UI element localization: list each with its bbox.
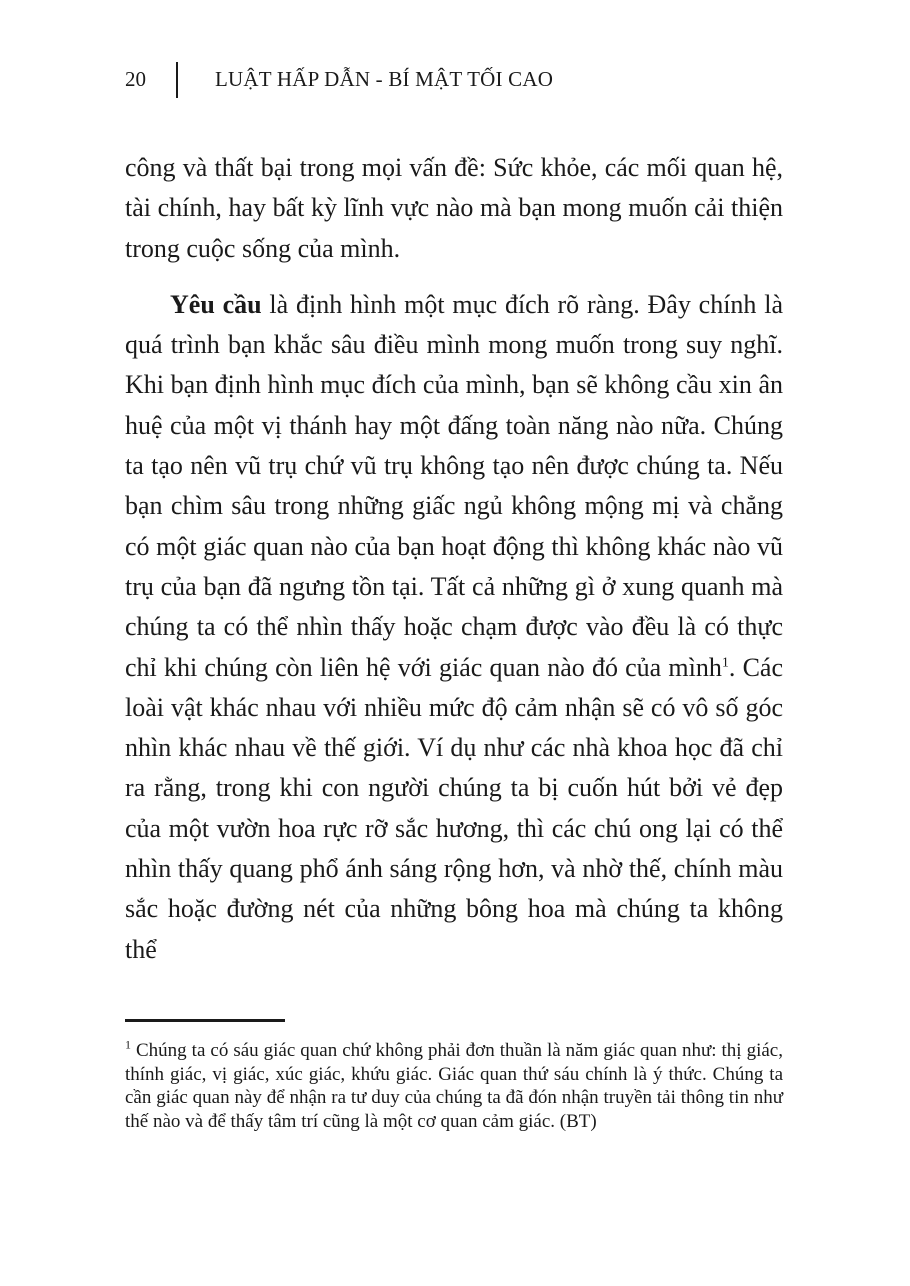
paragraph-text-before-ref: là định hình một mục đích rõ ràng. Đây chính là quá trình bạn khắc sâu điều mình mong muốn trong suy nghĩ. Khi bạn định hình mục đích của mình, bạn sẽ không cầu xin ân huệ của một vị thánh hay một đấng toàn năng nào nữa. Chúng ta tạo nên vũ trụ chứ vũ trụ không tạo nên được chúng ta. Nếu bạn chìm sâu trong những giấc ngủ không mộng mị và chẳng có một giác quan nào của bạn hoạt động thì không khác nào vũ trụ của bạn đã ngưng tồn tại. Tất cả những gì ở xung quanh mà chúng ta có thể nhìn thấy hoặc chạm được vào đều là có thực chỉ khi chúng còn liên hệ với giác quan nào đó của mình [125, 289, 784, 682]
body-text [125, 148, 783, 970]
running-title: LUẬT HẤP DẪN - BÍ MẬT TỐI CAO [215, 67, 554, 91]
page-number: 20 [125, 67, 146, 91]
footnote-marker: 1 [125, 1037, 131, 1052]
bold-term: Yêu cầu [170, 289, 262, 319]
paragraph-request [125, 285, 783, 970]
header-divider [176, 62, 178, 98]
footnote-separator [125, 1019, 285, 1022]
paragraph-text-after-ref: . Các loài vật khác nhau với nhiều mức độ cảm nhận sẽ có vô số góc nhìn khác nhau về thế giới. Ví dụ như các nhà khoa học đã chỉ ra rằng, trong khi con người chúng ta bị cuốn hút bởi vẻ đẹp của một vườn hoa rực rỡ sắc hương, thì các chú ong lại có thể nhìn thấy quang phổ ánh sáng rộng hơn, và nhờ thế, chính màu sắc hoặc đường nét của những bông hoa mà chúng ta không thể [125, 652, 783, 964]
footnote-text: Chúng ta có sáu giác quan chứ không phải đơn thuần là năm giác quan như: thị giác, thính giác, vị giác, xúc giác, khứu giác. Giác quan thứ sáu chính là ý thức. Chúng ta cần giác quan này để nhận ra tư duy của chúng ta đã đón nhận truyền tải thông tin như thế nào và để thấy tâm trí cũng là một cơ quan cảm giác. (BT) [125, 1040, 783, 1132]
page-header [125, 62, 805, 102]
footnote-reference: 1 [721, 654, 729, 670]
paragraph-continued: công và thất bại trong mọi vấn đề: Sức khỏe, các mối quan hệ, tài chính, hay bất kỳ lĩnh vực nào mà bạn mong muốn cải thiện trong cuộc sống của mình. [125, 153, 783, 263]
footnote [125, 1039, 783, 1133]
